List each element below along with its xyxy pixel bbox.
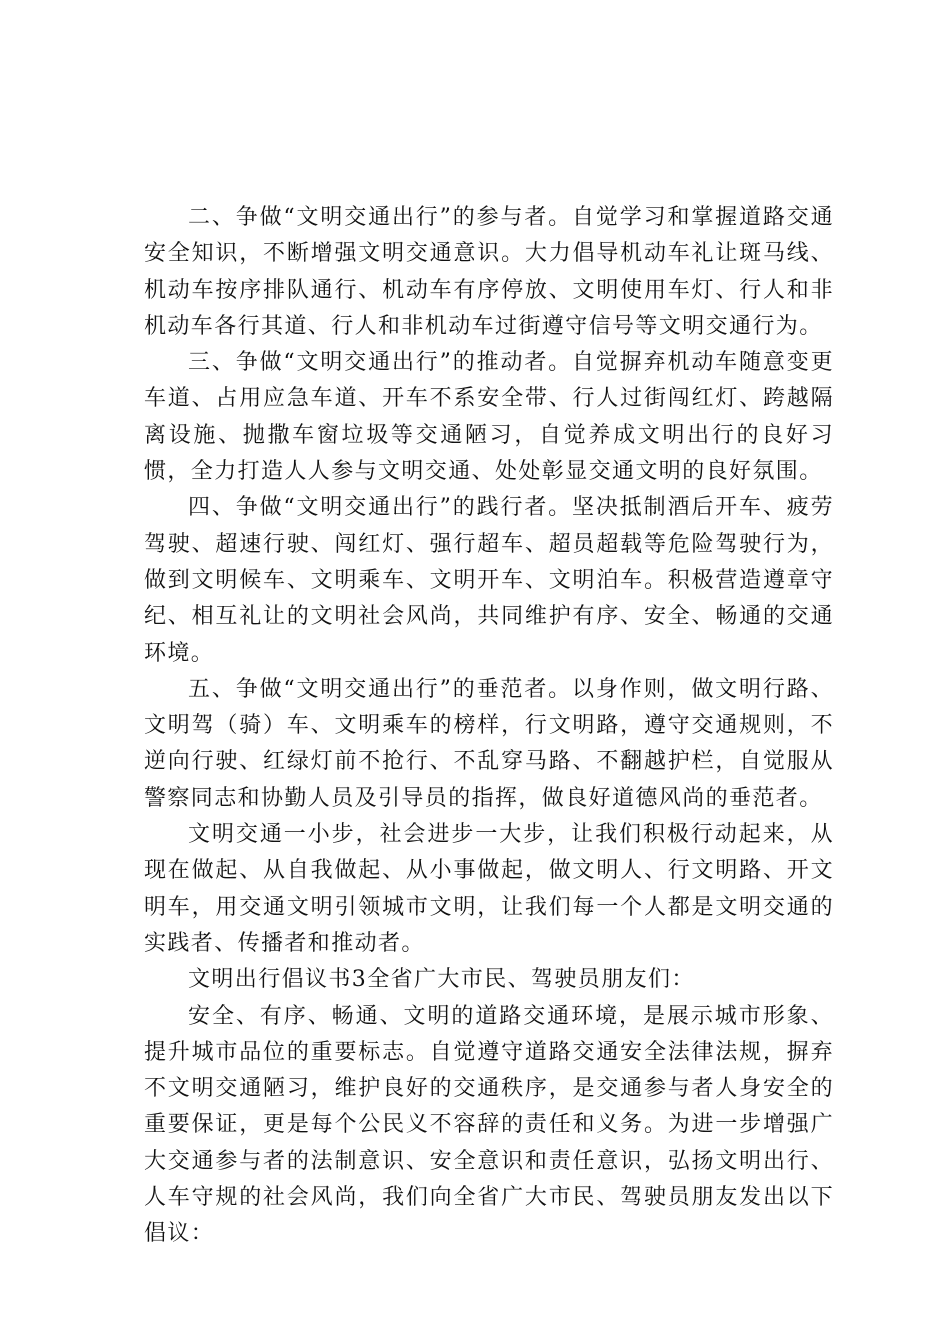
paragraph-promoter: 三、争做“文明交通出行”的推动者。自觉摒弃机动车随意变更车道、占用应急车道、开车不系安全带、行人过街闯红灯、跨越隔离设施、抛撒车窗垃圾等交通陋习，自觉养成文明出行的良好习惯，全力打造人人参与文明交通、处处彰显交通文明的良好氛围。 bbox=[144, 350, 834, 485]
paragraph-call-to-action: 文明交通一小步，社会进步一大步，让我们积极行动起来，从现在做起、从自我做起、从小事做起，做文明人、行文明路、开文明车，用交通文明引领城市文明，让我们每一个人都是文明交通的实践者、传播者和推动者。 bbox=[144, 822, 834, 956]
paragraph-practitioner: 四、争做“文明交通出行”的践行者。坚决抵制酒后开车、疲劳驾驶、超速行驶、闯红灯、强行超车、超员超载等危险驾驶行为，做到文明候车、文明乘车、文明开车、文明泊车。积极营造遵章守纪、相互礼让的文明社会风尚，共同维护有序、安全、畅通的交通环境。 bbox=[144, 495, 834, 666]
paragraph-proposal-heading: 文明出行倡议书3全省广大市民、驾驶员朋友们： bbox=[188, 967, 695, 993]
paragraph-proposal-intro: 安全、有序、畅通、文明的道路交通环境，是展示城市形象、提升城市品位的重要标志。自觉遵守道路交通安全法律法规，摒弃不文明交通陋习，维护良好的交通秩序，是交通参与者人身安全的重要保证，更是每个公民义不容辞的责任和义务。为进一步增强广大交通参与者的法制意识、安全意识和责任意识，弘扬文明出行、人车守规的社会风尚，我们向全省广大市民、驾驶员朋友发出以下倡议： bbox=[144, 1003, 834, 1247]
document-body bbox=[144, 200, 834, 1253]
paragraph-participant: 二、争做“文明交通出行”的参与者。自觉学习和掌握道路交通安全知识，不断增强文明交通意识。大力倡导机动车礼让斑马线、机动车按序排队通行、机动车有序停放、文明使用车灯、行人和非机动车各行其道、行人和非机动车过街遵守信号等文明交通行为。 bbox=[144, 205, 834, 339]
paragraph-role-model: 五、争做“文明交通出行”的垂范者。以身作则，做文明行路、文明驾（骑）车、文明乘车的榜样，行文明路，遵守交通规则，不逆向行驶、红绿灯前不抢行、不乱穿马路、不翻越护栏，自觉服从警察同志和协勤人员及引导员的指挥，做良好道德风尚的垂范者。 bbox=[144, 676, 834, 811]
